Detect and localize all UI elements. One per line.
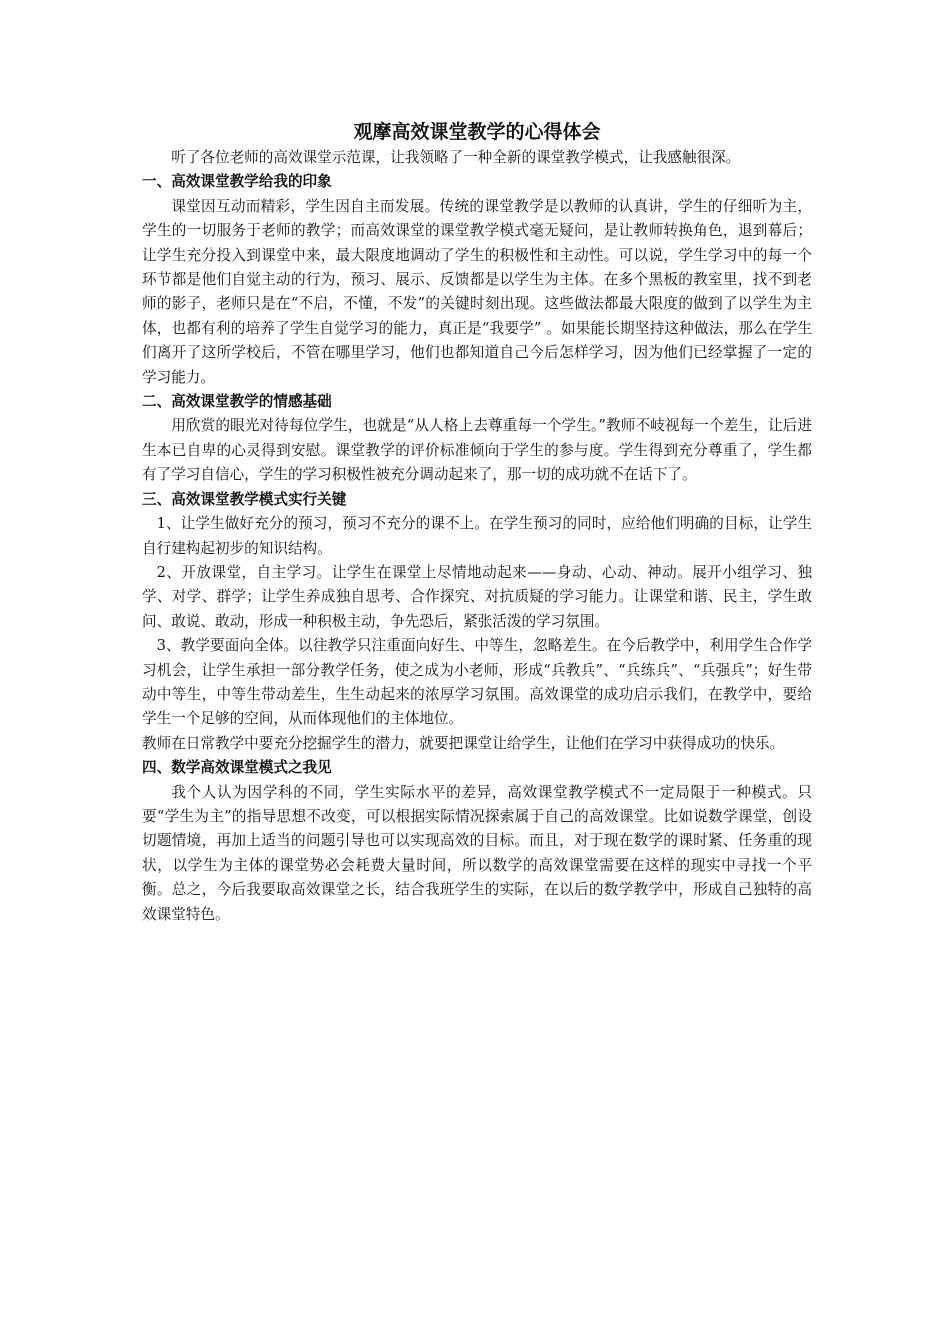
- section-heading-3: 三、高效课堂教学模式实行关键: [142, 490, 347, 508]
- section-3-item-3: 3、教学要面向全体。以往教学只注重面向好生、中等生，忽略差生。在今后教学中，利用学生合作学习机会，让学生承担一部分教学任务，使之成为小老师，形成“兵教兵”、“兵练兵”、“兵强兵”；好生带动中等生，中等生带动差生，生生动起来的浓厚学习氛围。高效课堂的成功启示我们，在教学中，要给学生一个足够的空间，从而体现他们的主体地位。: [142, 637, 812, 728]
- section-2-paragraph: 用欣赏的眼光对待每位学生，也就是“从人格上去尊重每一个学生。”教师不岐视每一个差生，让后进生本已自卑的心灵得到安慰。课堂教学的评价标准倾向于学生的参与度。学生得到充分尊重了，学生都有了学习自信心，学生的学习积极性被充分调动起来了，那一切的成功就不在话下了。: [142, 417, 812, 484]
- document-page: [142, 118, 812, 927]
- section-heading-4: 四、数学高效课堂模式之我见: [142, 759, 332, 777]
- section-heading-2: 二、高效课堂教学的情感基础: [142, 393, 332, 411]
- document-title: 观摩高效课堂教学的心得体会: [353, 121, 601, 143]
- section-3-item-1: 1、让学生做好充分的预习，预习不充分的课不上。在学生预习的同时，应给他们明确的目标，让学生自行建构起初步的知识结构。: [142, 515, 812, 557]
- section-3-closing: 教师在日常教学中要充分挖掘学生的潜力，就要把课堂让给学生，让他们在学习中获得成功的快乐。: [142, 734, 785, 752]
- section-1-paragraph: 课堂因互动而精彩，学生因自主而发展。传统的课堂教学是以教师的认真讲，学生的仔细听为主，学生的一切服务于老师的教学；而高效课堂的课堂教学模式毫无疑问，是让教师转换角色，退到幕后；让学生充分投入到课堂中来，最大限度地调动了学生的积极性和主动性。可以说，学生学习中的每一个环节都是他们自觉主动的行为，预习、展示、反馈都是以学生为主体。在多个黑板的教室里，找不到老师的影子，老师只是在“不启，不懂，不发”的关键时刻出现。这些做法都最大限度的做到了以学生为主体，也都有利的培养了学生自觉学习的能力，真正是“我要学” 。如果能长期坚持这种做法，那么在学生们离开了这所学校后，不管在哪里学习，他们也都知道自己今后怎样学习，因为他们已经掌握了一定的学习能力。: [142, 197, 812, 386]
- section-3-item-2: 2、开放课堂，自主学习。让学生在课堂上尽情地动起来——身动、心动、神动。展开小组学习、独学、对学、群学；让学生养成独自思考、合作探究、对抗质疑的学习能力。让课堂和谐、民主，学生敢问、敢说、敢动，形成一种积极主动，争先恐后，紧张活泼的学习氛围。: [142, 563, 812, 630]
- section-heading-1: 一、高效课堂教学给我的印象: [142, 173, 332, 191]
- intro-paragraph: 听了各位老师的高效课堂示范课，让我领略了一种全新的课堂教学模式，让我感触很深。: [171, 149, 741, 166]
- section-4-paragraph: 我个人认为因学科的不同，学生实际水平的差异，高效课堂教学模式不一定局限于一种模式。只要“学生为主”的指导思想不改变，可以根据实际情况探索属于自己的高效课堂。比如说数学课堂，创设切题情境，再加上适当的问题引导也可以实现高效的目标。而且，对于现在数学的课时紧、任务重的现状，以学生为主体的课堂势必会耗费大量时间，所以数学的高效课堂需要在这样的现实中寻找一个平衡。总之，今后我要取高效课堂之长，结合我班学生的实际，在以后的数学教学中，形成自己独特的高效课堂特色。: [142, 783, 812, 923]
